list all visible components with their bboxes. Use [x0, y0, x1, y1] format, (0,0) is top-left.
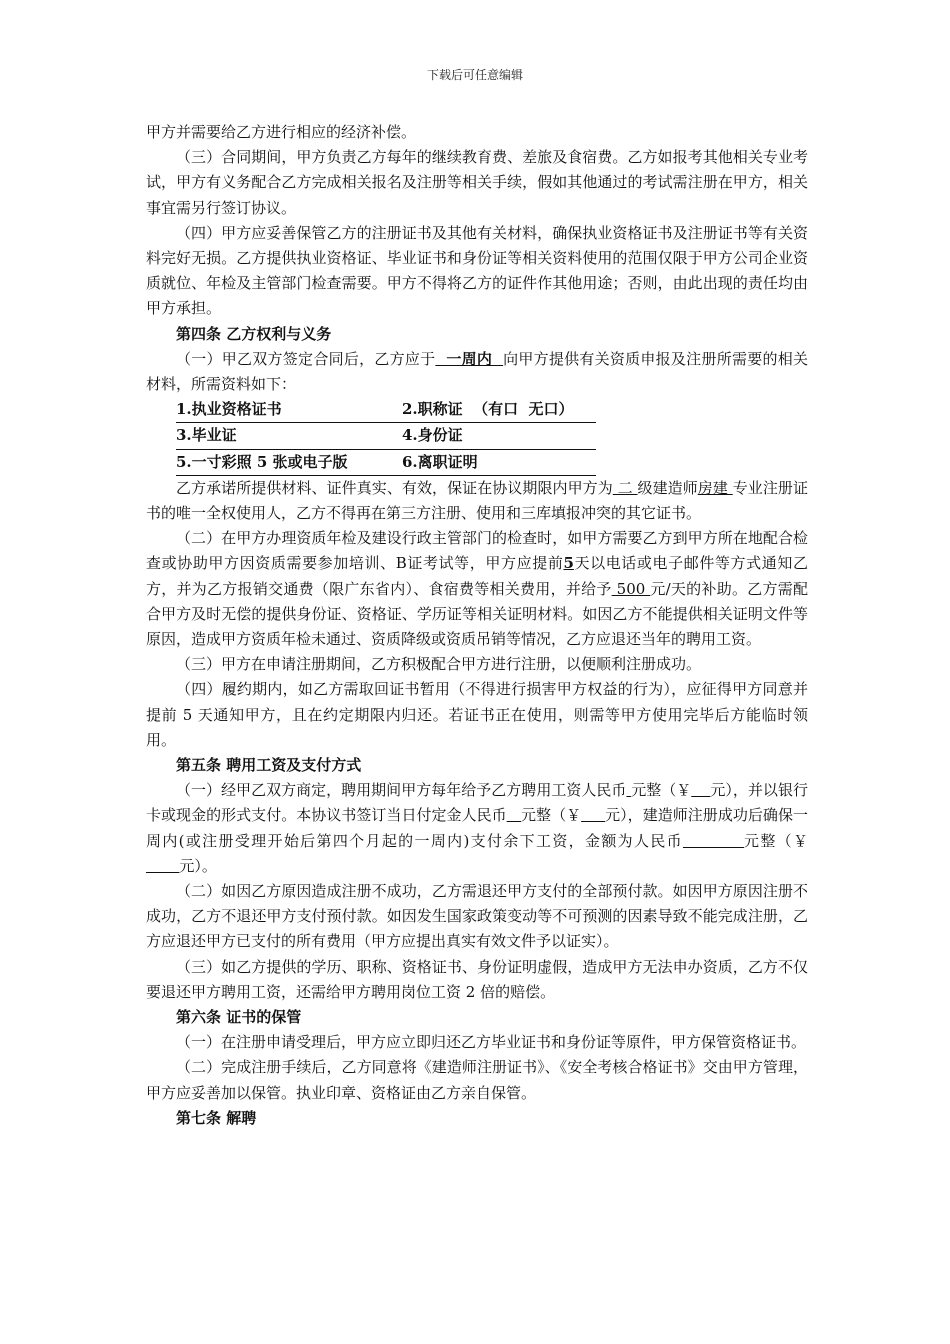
text: 向甲方提供有关资质申报及注册所需要的相关材料，所需资料如下：: [146, 349, 808, 394]
page-header: 下载后可任意编辑: [426, 68, 523, 82]
paragraph: （二）如因乙方原因造成注册不成功，乙方需退还甲方支付的全部预付款。如因甲方原因注册不成功，乙方不退还甲方支付预付款。如因发生国家政策变动等不可预测的因素导致不能完成注册，乙方应退还甲方已支付的所有费用（甲方应提出真实有效文件予以证实）。: [146, 882, 808, 951]
paragraph: （三）甲方在申请注册期间，乙方积极配合甲方进行注册，以便顺利注册成功。: [176, 655, 702, 674]
paragraph: （二）完成注册手续后，乙方同意将《建造师注册证书》、《安全考核合格证书》交由甲方管理，甲方应妥善加以保管。执业印章、资格证由乙方亲自保管。: [146, 1058, 808, 1102]
text: 元整（￥: [521, 806, 582, 825]
paragraph: [146, 347, 808, 397]
text: （一）甲乙双方签定合同后，乙方应于: [176, 349, 436, 368]
text: （一）经甲乙双方商定，聘用期间甲方每年给予乙方聘用工资人民币: [176, 781, 627, 800]
paragraph: [146, 526, 808, 652]
paragraph: [146, 778, 808, 879]
paragraph: （四）甲方应妥善保管乙方的注册证书及其他有关材料，确保执业资格证书及注册证书等有关资料完好无损。乙方提供执业资格证、毕业证书和身份证等相关资料使用的范围仅限于甲方公司企业资质就位、年检及主管部门检查需要。甲方不得将乙方的证件作其他用途；否则，由此出现的责任均由甲方承担。: [146, 223, 808, 318]
text: 元整（￥: [743, 831, 808, 850]
material-item: 4.身份证: [402, 426, 463, 445]
fill-blank: [146, 857, 179, 875]
fill-blank: [683, 832, 744, 850]
material-item: 5.一寸彩照 5 张或电子版: [176, 452, 348, 471]
fill-blank: [691, 781, 710, 799]
material-item: 3.毕业证: [176, 426, 237, 445]
paragraph: [146, 476, 808, 526]
text: 级建造师: [637, 478, 698, 497]
text: 元）。: [179, 856, 217, 875]
fill-blank: 500: [611, 579, 651, 598]
text: （二）在甲方办理资质年检及建设行政主管部门的检查时，如甲方需要乙方到甲方所在地配合检查或协助甲方因资质需要参加培训、B证考试等，甲方应提前: [146, 529, 808, 573]
article-7-heading: 第七条 解聘: [176, 1108, 257, 1127]
text: 元/天的补助。乙方需配合甲方及时无偿的提供身份证、资格证、学历证等相关证明材料。如因乙方不能提供相关证明文件等原因，造成甲方资质年检未通过、资质降级或资质吊销等情况，乙方应退还当年的聘用工资。: [146, 579, 808, 649]
paragraph: （三）合同期间，甲方负责乙方每年的继续教育费、差旅及食宿费。乙方如报考其他相关专业考试，甲方有义务配合乙方完成相关报名及注册等相关手续，假如其他通过的考试需注册在甲方，相关事宜需另行签订协议。: [146, 148, 808, 217]
fill-blank: [507, 806, 521, 824]
fill-blank: 二: [612, 478, 638, 497]
text: 专业注册证书的唯一全权使用人，乙方不得再在第三方注册、使用和三库填报冲突的其它证书。: [146, 478, 808, 522]
material-item: 2.职称证 （有口 无口）: [402, 400, 574, 419]
article-6-heading: 第六条 证书的保管: [176, 1008, 302, 1027]
fill-blank: 5: [563, 554, 574, 573]
text: 元整（￥: [631, 781, 692, 800]
material-item: 6.离职证明: [402, 452, 478, 471]
paragraph: （一）在注册申请受理后，甲方应立即归还乙方毕业证书和身份证等原件，甲方保管资格证书。: [176, 1033, 807, 1052]
paragraph: （四）履约期内，如乙方需取回证书暂用（不得进行损害甲方权益的行为），应征得甲方同意并提前 5 天通知甲方，且在约定期限内归还。若证书正在使用，则需等甲方使用完毕后方能临时领用。: [146, 680, 808, 749]
text: 元），建造师注册成功后确保一周内(或注册受理开始后第四个月起的一周内)支付余下工资，金额为人民币: [146, 806, 808, 850]
text: 天以电话或电子邮件等方式通知乙方，并为乙方报销交通费（限广东省内）、食宿费等相关费用，并给予: [146, 554, 808, 598]
text: 乙方承诺所提供材料、证件真实、有效，保证在协议期限内甲方为: [176, 478, 613, 497]
paragraph: （三）如乙方提供的学历、职称、资格证书、身份证明虚假，造成甲方无法申办资质，乙方不仅要退还甲方聘用工资，还需给甲方聘用岗位工资 2 倍的赔偿。: [146, 957, 808, 1001]
material-item: 1.执业资格证书: [176, 400, 282, 419]
materials-row: [176, 397, 596, 423]
paragraph: 甲方并需要给乙方进行相应的经济补偿。: [146, 123, 417, 141]
article-5-heading: 第五条 聘用工资及支付方式: [176, 756, 362, 775]
materials-row: [176, 450, 596, 476]
document-body: [146, 120, 808, 1131]
fill-blank: 一周内: [435, 349, 504, 368]
fill-blank: 房建: [697, 478, 733, 497]
article-4-heading: 第四条 乙方权利与义务: [176, 324, 332, 343]
text: 元），并以银行卡或现金的形式支付。本协议书签订当日付定金人民币: [146, 781, 808, 825]
materials-row: [176, 423, 596, 449]
fill-blank: [581, 806, 605, 824]
